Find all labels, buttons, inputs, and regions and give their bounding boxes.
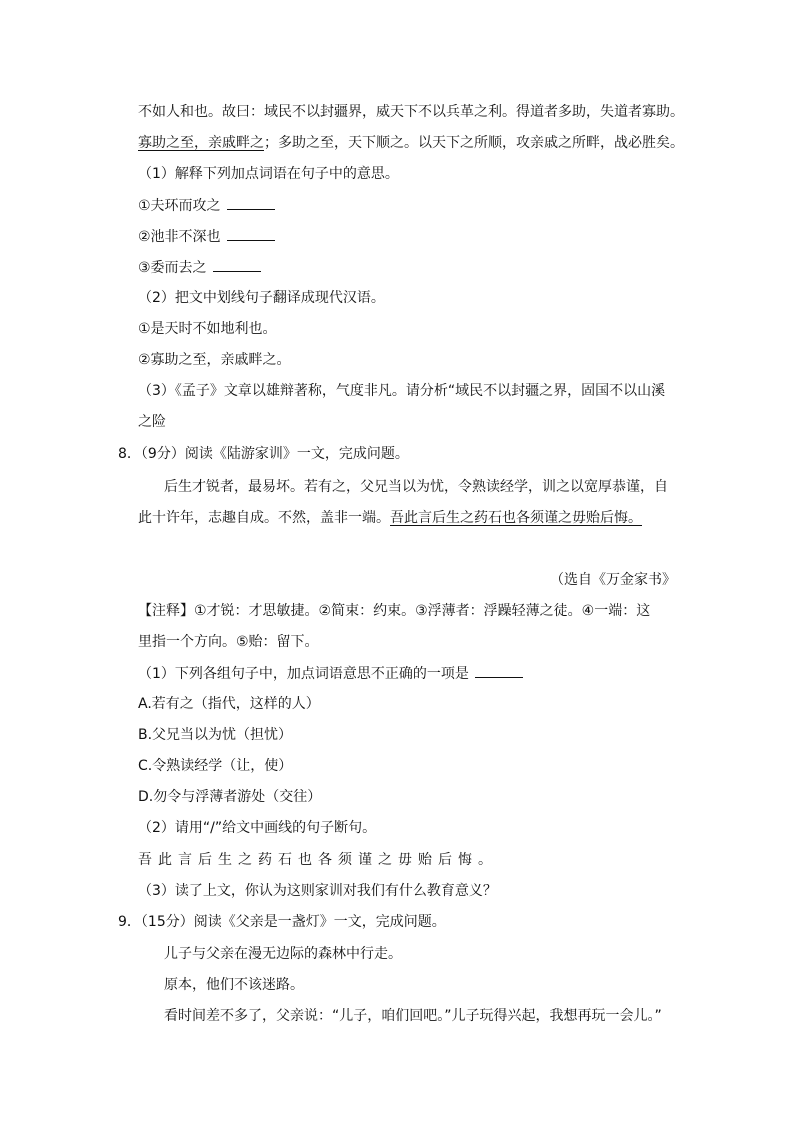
question-text: （1）下列各组句子中，加点词语意思不正确的一项是 [138, 666, 469, 682]
item-line: ①是天时不如地利也。 [138, 321, 277, 337]
question-line: （1）解释下列加点词语在句子中的意思。 [138, 166, 399, 182]
option-c: C.令熟读经学（让，使） [138, 758, 293, 774]
passage-line: 后生才锐者，最易坏。若有之，父兄当以为忧，令熟读经学，训之以宽厚恭谨，自 [164, 479, 668, 495]
spaced-sentence: 吾此言后生之药石也各须谨之毋贻后悔。 [138, 852, 498, 868]
question-line [138, 663, 523, 684]
item-line [138, 195, 275, 216]
passage-line [138, 508, 642, 528]
underlined-sentence: 寡助之至，亲戚畔之 [138, 135, 264, 151]
answer-blank[interactable] [227, 226, 275, 241]
item-text: ②池非不深也 [138, 229, 221, 245]
option-a: A.若有之（指代，这样的人） [138, 696, 320, 712]
question-line: （3）读了上文，你认为这则家训对我们有什么教育意义？ [138, 883, 497, 899]
question-heading: 8．（9分）阅读《陆游家训》一文，完成问题。 [118, 446, 409, 462]
passage-line: 儿子与父亲在漫无边际的森林中行走。 [164, 946, 402, 962]
item-text: ③委而去之 [138, 260, 207, 276]
text-line: 不如人和也。故曰：域民不以封疆界，威天下不以兵革之利。得道者多助，失道者寡助。 [138, 104, 684, 120]
answer-blank[interactable] [213, 257, 261, 272]
item-line [138, 226, 275, 247]
question-line: （2）请用“/”给文中画线的句子断句。 [138, 820, 377, 836]
underlined-sentence: 吾此言后生之药石也各须谨之毋贻后悔。 [390, 510, 642, 526]
item-text: ①夫环而攻之 [138, 198, 221, 214]
answer-blank[interactable] [227, 195, 275, 210]
passage-line: 原本，他们不该迷路。 [164, 977, 304, 993]
option-d: D.勿令与浮薄者游处（交往） [138, 789, 322, 805]
item-line [138, 257, 261, 278]
text-span: ；多助之至，天下顺之。以天下之所顺，攻亲戚之所畔，战必胜矣。 [264, 135, 684, 151]
question-line: （3）《孟子》文章以雄辩著称，气度非凡。请分析“域民不以封疆之界，固国不以山溪 [138, 383, 666, 399]
question-line: （2）把文中划线句子翻译成现代汉语。 [138, 290, 385, 306]
note-line: 里指一个方向。⑤贻：留下。 [138, 634, 319, 650]
item-line: ②寡助之至，亲戚畔之。 [138, 352, 291, 368]
option-b: B.父兄当以为忧（担忧） [138, 727, 293, 743]
passage-line: 看时间差不多了，父亲说：“儿子，咱们回吧。”儿子玩得兴起，我想再玩一会儿。” [164, 1008, 662, 1024]
source-citation: （选自《万金家书》 [550, 572, 676, 588]
note-line: 【注释】①才锐：才思敏捷。②简束：约束。③浮薄者：浮躁轻薄之徒。④一端：这 [138, 603, 651, 619]
answer-blank[interactable] [475, 663, 523, 678]
text-span: 此十许年，志趣自成。不然，盖非一端。 [138, 510, 390, 526]
question-line: 之险 [138, 414, 166, 430]
text-line [138, 133, 684, 153]
question-heading: 9．（15分）阅读《父亲是一盏灯》一文，完成问题。 [118, 914, 446, 930]
